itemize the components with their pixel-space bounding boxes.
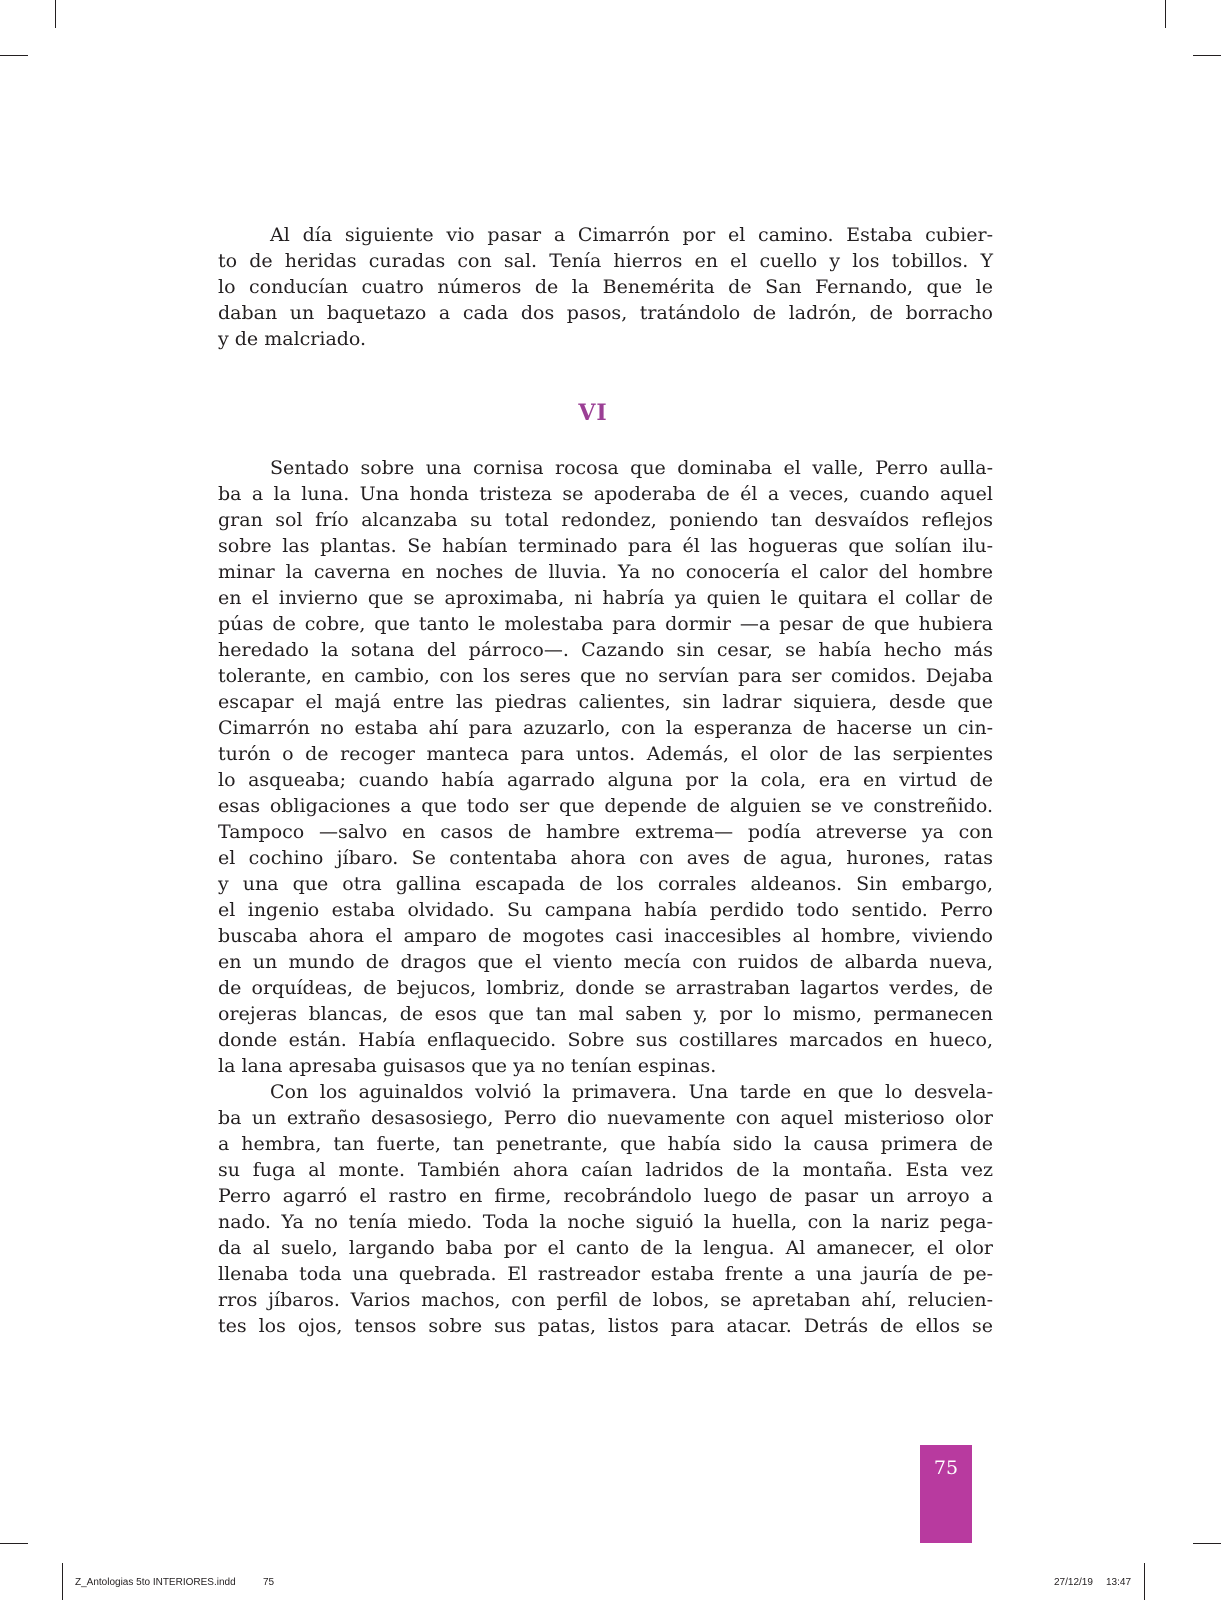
text-line: en el invierno que se aproximaba, ni habría ya quien le quitara el collar de	[218, 587, 993, 609]
text-line: y una que otra gallina escapada de los corrales aldeanos. Sin embargo,	[218, 873, 993, 895]
crop-mark	[1144, 1563, 1145, 1600]
text-line: daban un baquetazo a cada dos pasos, tratándolo de ladrón, de borracho	[218, 302, 993, 324]
text-line: y de malcriado.	[218, 328, 367, 350]
text-line: la lana apresaba guisasos que ya no tenían espinas.	[218, 1055, 717, 1077]
text-line: orejeras blancas, de esos que tan mal saben y, por lo mismo, permanecen	[218, 1003, 993, 1025]
paragraph	[218, 455, 993, 1079]
text-line: a hembra, tan fuerte, tan penetrante, que había sido la causa primera de	[218, 1133, 993, 1155]
text-line: minar la caverna en noches de lluvia. Ya no conocería el calor del hombre	[218, 561, 993, 583]
crop-mark	[1193, 1543, 1221, 1544]
text-line: ba a la luna. Una honda tristeza se apoderaba de él a veces, cuando aquel	[218, 483, 993, 505]
text-line: to de heridas curadas con sal. Tenía hierros en el cuello y los tobillos. Y	[218, 250, 993, 272]
text-line: gran sol frío alcanzaba su total redondez, poniendo tan desvaídos reflejos	[218, 509, 993, 531]
crop-mark	[55, 0, 56, 28]
text-line: de orquídeas, de bejucos, lombriz, donde se arrastraban lagartos verdes, de	[218, 977, 993, 999]
crop-mark	[0, 1543, 28, 1544]
text-line: lo conducían cuatro números de la Benemérita de San Fernando, que le	[218, 276, 993, 298]
crop-mark	[62, 1563, 63, 1600]
paragraph	[218, 1079, 993, 1339]
text-line: Tampoco —salvo en casos de hambre extrema— podía atreverse ya con	[218, 821, 993, 843]
text-line: turón o de recoger manteca para untos. Además, el olor de las serpientes	[218, 743, 993, 765]
text-line: buscaba ahora el amparo de mogotes casi inaccesibles al hombre, viviendo	[218, 925, 993, 947]
page-number: 75	[933, 1457, 959, 1479]
crop-mark	[0, 55, 28, 56]
text-line: el cochino jíbaro. Se contentaba ahora con aves de agua, hurones, ratas	[218, 847, 993, 869]
paragraph	[218, 222, 993, 352]
text-line: rros jíbaros. Varios machos, con perfil de lobos, se apretaban ahí, relucien-	[218, 1289, 993, 1311]
text-line: nado. Ya no tenía miedo. Toda la noche siguió la huella, con la nariz pega-	[218, 1211, 993, 1233]
text-line: da al suelo, largando baba por el canto de la lengua. Al amanecer, el olor	[218, 1237, 993, 1259]
text-line: donde están. Había enflaquecido. Sobre sus costillares marcados en hueco,	[218, 1029, 993, 1051]
text-line: en un mundo de dragos que el viento mecía con ruidos de albarda nueva,	[218, 951, 993, 973]
slug-filename: Z_Antologias 5to INTERIORES.indd	[75, 1577, 236, 1588]
text-line: esas obligaciones a que todo ser que depende de alguien se ve constreñido.	[218, 795, 993, 817]
text-line: púas de cobre, que tanto le molestaba para dormir —a pesar de que hubiera	[218, 613, 993, 635]
text-line: llenaba toda una quebrada. El rastreador estaba frente a una jauría de pe-	[218, 1263, 993, 1285]
text-line: Con los aguinaldos volvió la primavera. Una tarde en que lo desvela-	[270, 1081, 993, 1103]
crop-mark	[1193, 55, 1221, 56]
text-line: Perro agarró el rastro en firme, recobrándolo luego de pasar un arroyo a	[218, 1185, 993, 1207]
text-line: ba un extraño desasosiego, Perro dio nuevamente con aquel misterioso olor	[218, 1107, 993, 1129]
text-line: Sentado sobre una cornisa rocosa que dominaba el valle, Perro aulla-	[270, 457, 993, 479]
chapter-body	[218, 455, 993, 1339]
crop-mark	[1165, 0, 1166, 28]
slug-time: 13:47	[1106, 1577, 1132, 1588]
page-number-tab	[920, 1445, 972, 1543]
text-line: Cimarrón no estaba ahí para azuzarlo, con la esperanza de hacerse un cin-	[218, 717, 993, 739]
slug-date: 27/12/19	[1054, 1577, 1093, 1588]
text-line: tes los ojos, tensos sobre sus patas, listos para atacar. Detrás de ellos se	[218, 1315, 993, 1337]
text-line: escapar el majá entre las piedras calientes, sin ladrar siquiera, desde que	[218, 691, 993, 713]
text-line: el ingenio estaba olvidado. Su campana había perdido todo sentido. Perro	[218, 899, 993, 921]
text-line: sobre las plantas. Se habían terminado para él las hogueras que solían ilu-	[218, 535, 993, 557]
text-line: tolerante, en cambio, con los seres que no servían para ser comidos. Dejaba	[218, 665, 993, 687]
text-line: su fuga al monte. También ahora caían ladridos de la montaña. Esta vez	[218, 1159, 993, 1181]
text-line: heredado la sotana del párroco—. Cazando sin cesar, se había hecho más	[218, 639, 993, 661]
opening-paragraph	[218, 222, 993, 352]
slug-page: 75	[263, 1577, 275, 1588]
text-line: lo asqueaba; cuando había agarrado alguna por la cola, era en virtud de	[218, 769, 993, 791]
text-line: Al día siguiente vio pasar a Cimarrón por el camino. Estaba cubier-	[270, 224, 993, 246]
chapter-heading: VI	[578, 400, 608, 426]
